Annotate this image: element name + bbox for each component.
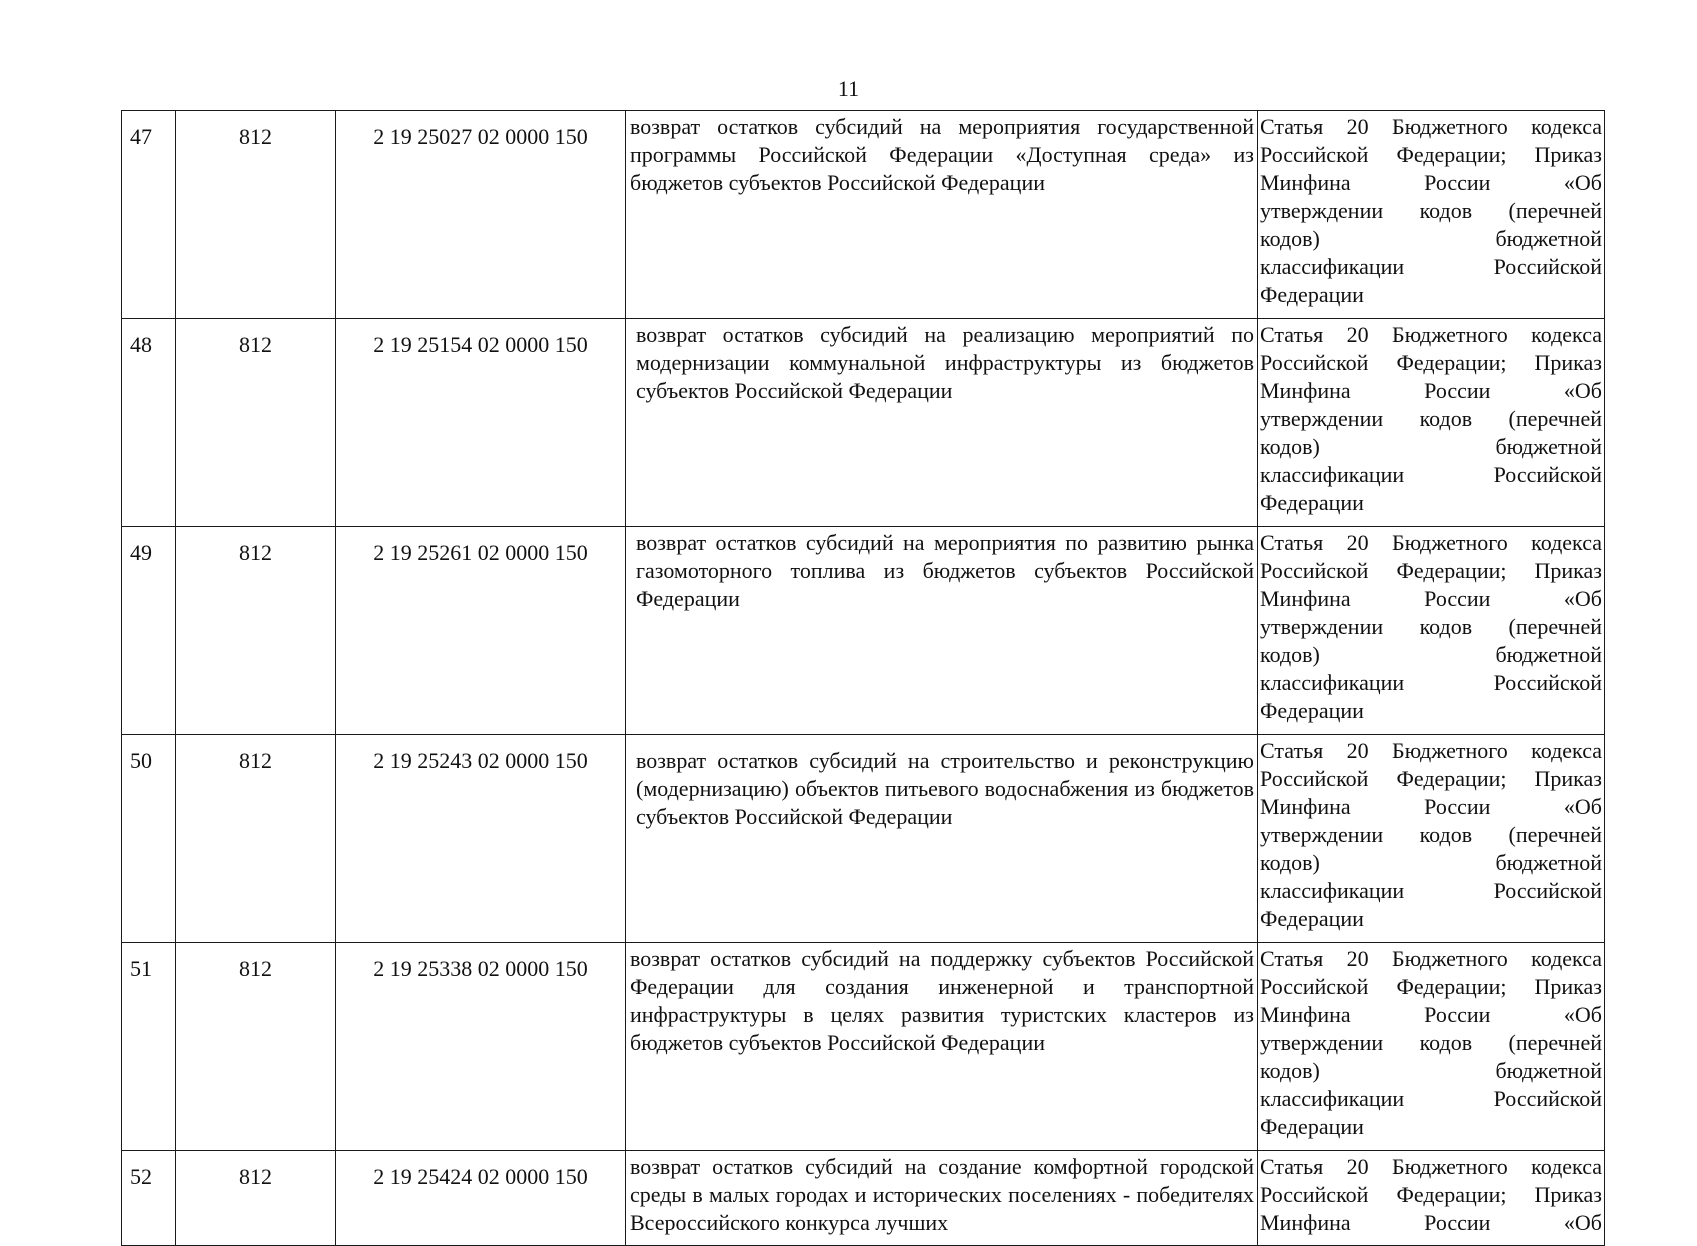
legal-basis (1258, 735, 1605, 943)
legal-basis (1258, 943, 1605, 1151)
legal-basis-line: утверждении кодов (перечней (1260, 198, 1602, 223)
legal-basis-line: Статья 20 Бюджетного кодекса (1260, 114, 1602, 139)
legal-basis-line: Российской Федерации; Приказ (1260, 350, 1602, 375)
legal-basis-line: Минфина России «Об (1260, 1210, 1602, 1235)
legal-basis-line: утверждении кодов (перечней (1260, 406, 1602, 431)
legal-basis-line: Российской Федерации; Приказ (1260, 974, 1602, 999)
legal-basis-line: Федерации (1260, 906, 1364, 931)
legal-basis-line: Российской Федерации; Приказ (1260, 142, 1602, 167)
legal-basis-line: Российской Федерации; Приказ (1260, 766, 1602, 791)
legal-basis-line: классификации Российской (1260, 878, 1602, 903)
legal-basis-line: Минфина России «Об (1260, 170, 1602, 195)
table-row (122, 527, 1605, 735)
table-row (122, 111, 1605, 319)
table-row (122, 1151, 1605, 1246)
legal-basis-line: кодов) бюджетной (1260, 226, 1602, 251)
row-number: 48 (122, 319, 176, 527)
legal-basis-line: кодов) бюджетной (1260, 1058, 1602, 1083)
legal-basis-line: Статья 20 Бюджетного кодекса (1260, 946, 1602, 971)
legal-basis-line: Минфина России «Об (1260, 1002, 1602, 1027)
legal-basis-line: классификации Российской (1260, 670, 1602, 695)
legal-basis-line: Российской Федерации; Приказ (1260, 1182, 1602, 1207)
budget-classification-code: 2 19 25424 02 0000 150 (336, 1151, 626, 1246)
budget-classification-code: 2 19 25338 02 0000 150 (336, 943, 626, 1151)
legal-basis-line: Российской Федерации; Приказ (1260, 558, 1602, 583)
income-codes-table (121, 110, 1605, 1246)
table-row (122, 943, 1605, 1151)
table-row (122, 319, 1605, 527)
legal-basis-line: классификации Российской (1260, 462, 1602, 487)
income-name: возврат остатков субсидий на строительство и реконструкцию (модернизацию) объектов питьевого водоснабжения из бюджетов субъектов Российской Федерации (626, 735, 1258, 943)
legal-basis-line: Статья 20 Бюджетного кодекса (1260, 738, 1602, 763)
legal-basis-line: Статья 20 Бюджетного кодекса (1260, 530, 1602, 555)
administrator-code: 812 (176, 943, 336, 1151)
legal-basis-line: Минфина России «Об (1260, 378, 1602, 403)
administrator-code: 812 (176, 735, 336, 943)
table-row (122, 735, 1605, 943)
legal-basis-line: кодов) бюджетной (1260, 642, 1602, 667)
income-name: возврат остатков субсидий на мероприятия по развитию рынка газомоторного топлива из бюджетов субъектов Российской Федерации (626, 527, 1258, 735)
legal-basis (1258, 319, 1605, 527)
legal-basis-line: Минфина России «Об (1260, 586, 1602, 611)
legal-basis (1258, 527, 1605, 735)
legal-basis-line: Федерации (1260, 490, 1364, 515)
legal-basis-line: Статья 20 Бюджетного кодекса (1260, 1154, 1602, 1179)
legal-basis-line: классификации Российской (1260, 254, 1602, 279)
legal-basis-line: Минфина России «Об (1260, 794, 1602, 819)
legal-basis-line: утверждении кодов (перечней (1260, 1030, 1602, 1055)
legal-basis-line: Федерации (1260, 698, 1364, 723)
legal-basis (1258, 111, 1605, 319)
row-number: 49 (122, 527, 176, 735)
legal-basis-line: Федерации (1260, 282, 1364, 307)
administrator-code: 812 (176, 1151, 336, 1246)
budget-classification-code: 2 19 25243 02 0000 150 (336, 735, 626, 943)
legal-basis-line: классификации Российской (1260, 1086, 1602, 1111)
budget-classification-code: 2 19 25027 02 0000 150 (336, 111, 626, 319)
administrator-code: 812 (176, 527, 336, 735)
budget-classification-code: 2 19 25154 02 0000 150 (336, 319, 626, 527)
income-name: возврат остатков субсидий на реализацию мероприятий по модернизации коммунальной инфраструктуры из бюджетов субъектов Российской Федерации (626, 319, 1258, 527)
income-name: возврат остатков субсидий на поддержку субъектов Российской Федерации для создания инженерной и транспортной инфраструктуры в целях развития туристских кластеров из бюджетов субъектов Российской Федерации (626, 943, 1258, 1151)
legal-basis-line: кодов) бюджетной (1260, 434, 1602, 459)
legal-basis (1258, 1151, 1605, 1246)
budget-classification-code: 2 19 25261 02 0000 150 (336, 527, 626, 735)
row-number: 51 (122, 943, 176, 1151)
legal-basis-line: утверждении кодов (перечней (1260, 822, 1602, 847)
income-name: возврат остатков субсидий на создание комфортной городской среды в малых городах и исторических поселениях - победителях Всероссийского конкурса лучших (626, 1151, 1258, 1246)
administrator-code: 812 (176, 111, 336, 319)
row-number: 47 (122, 111, 176, 319)
row-number: 50 (122, 735, 176, 943)
legal-basis-line: утверждении кодов (перечней (1260, 614, 1602, 639)
legal-basis-line: кодов) бюджетной (1260, 850, 1602, 875)
page-number: 11 (837, 76, 860, 101)
row-number: 52 (122, 1151, 176, 1246)
legal-basis-line: Статья 20 Бюджетного кодекса (1260, 322, 1602, 347)
administrator-code: 812 (176, 319, 336, 527)
legal-basis-line: Федерации (1260, 1114, 1364, 1139)
income-name: возврат остатков субсидий на мероприятия государственной программы Российской Федерации «Доступная среда» из бюджетов субъектов Российской Федерации (626, 111, 1258, 319)
